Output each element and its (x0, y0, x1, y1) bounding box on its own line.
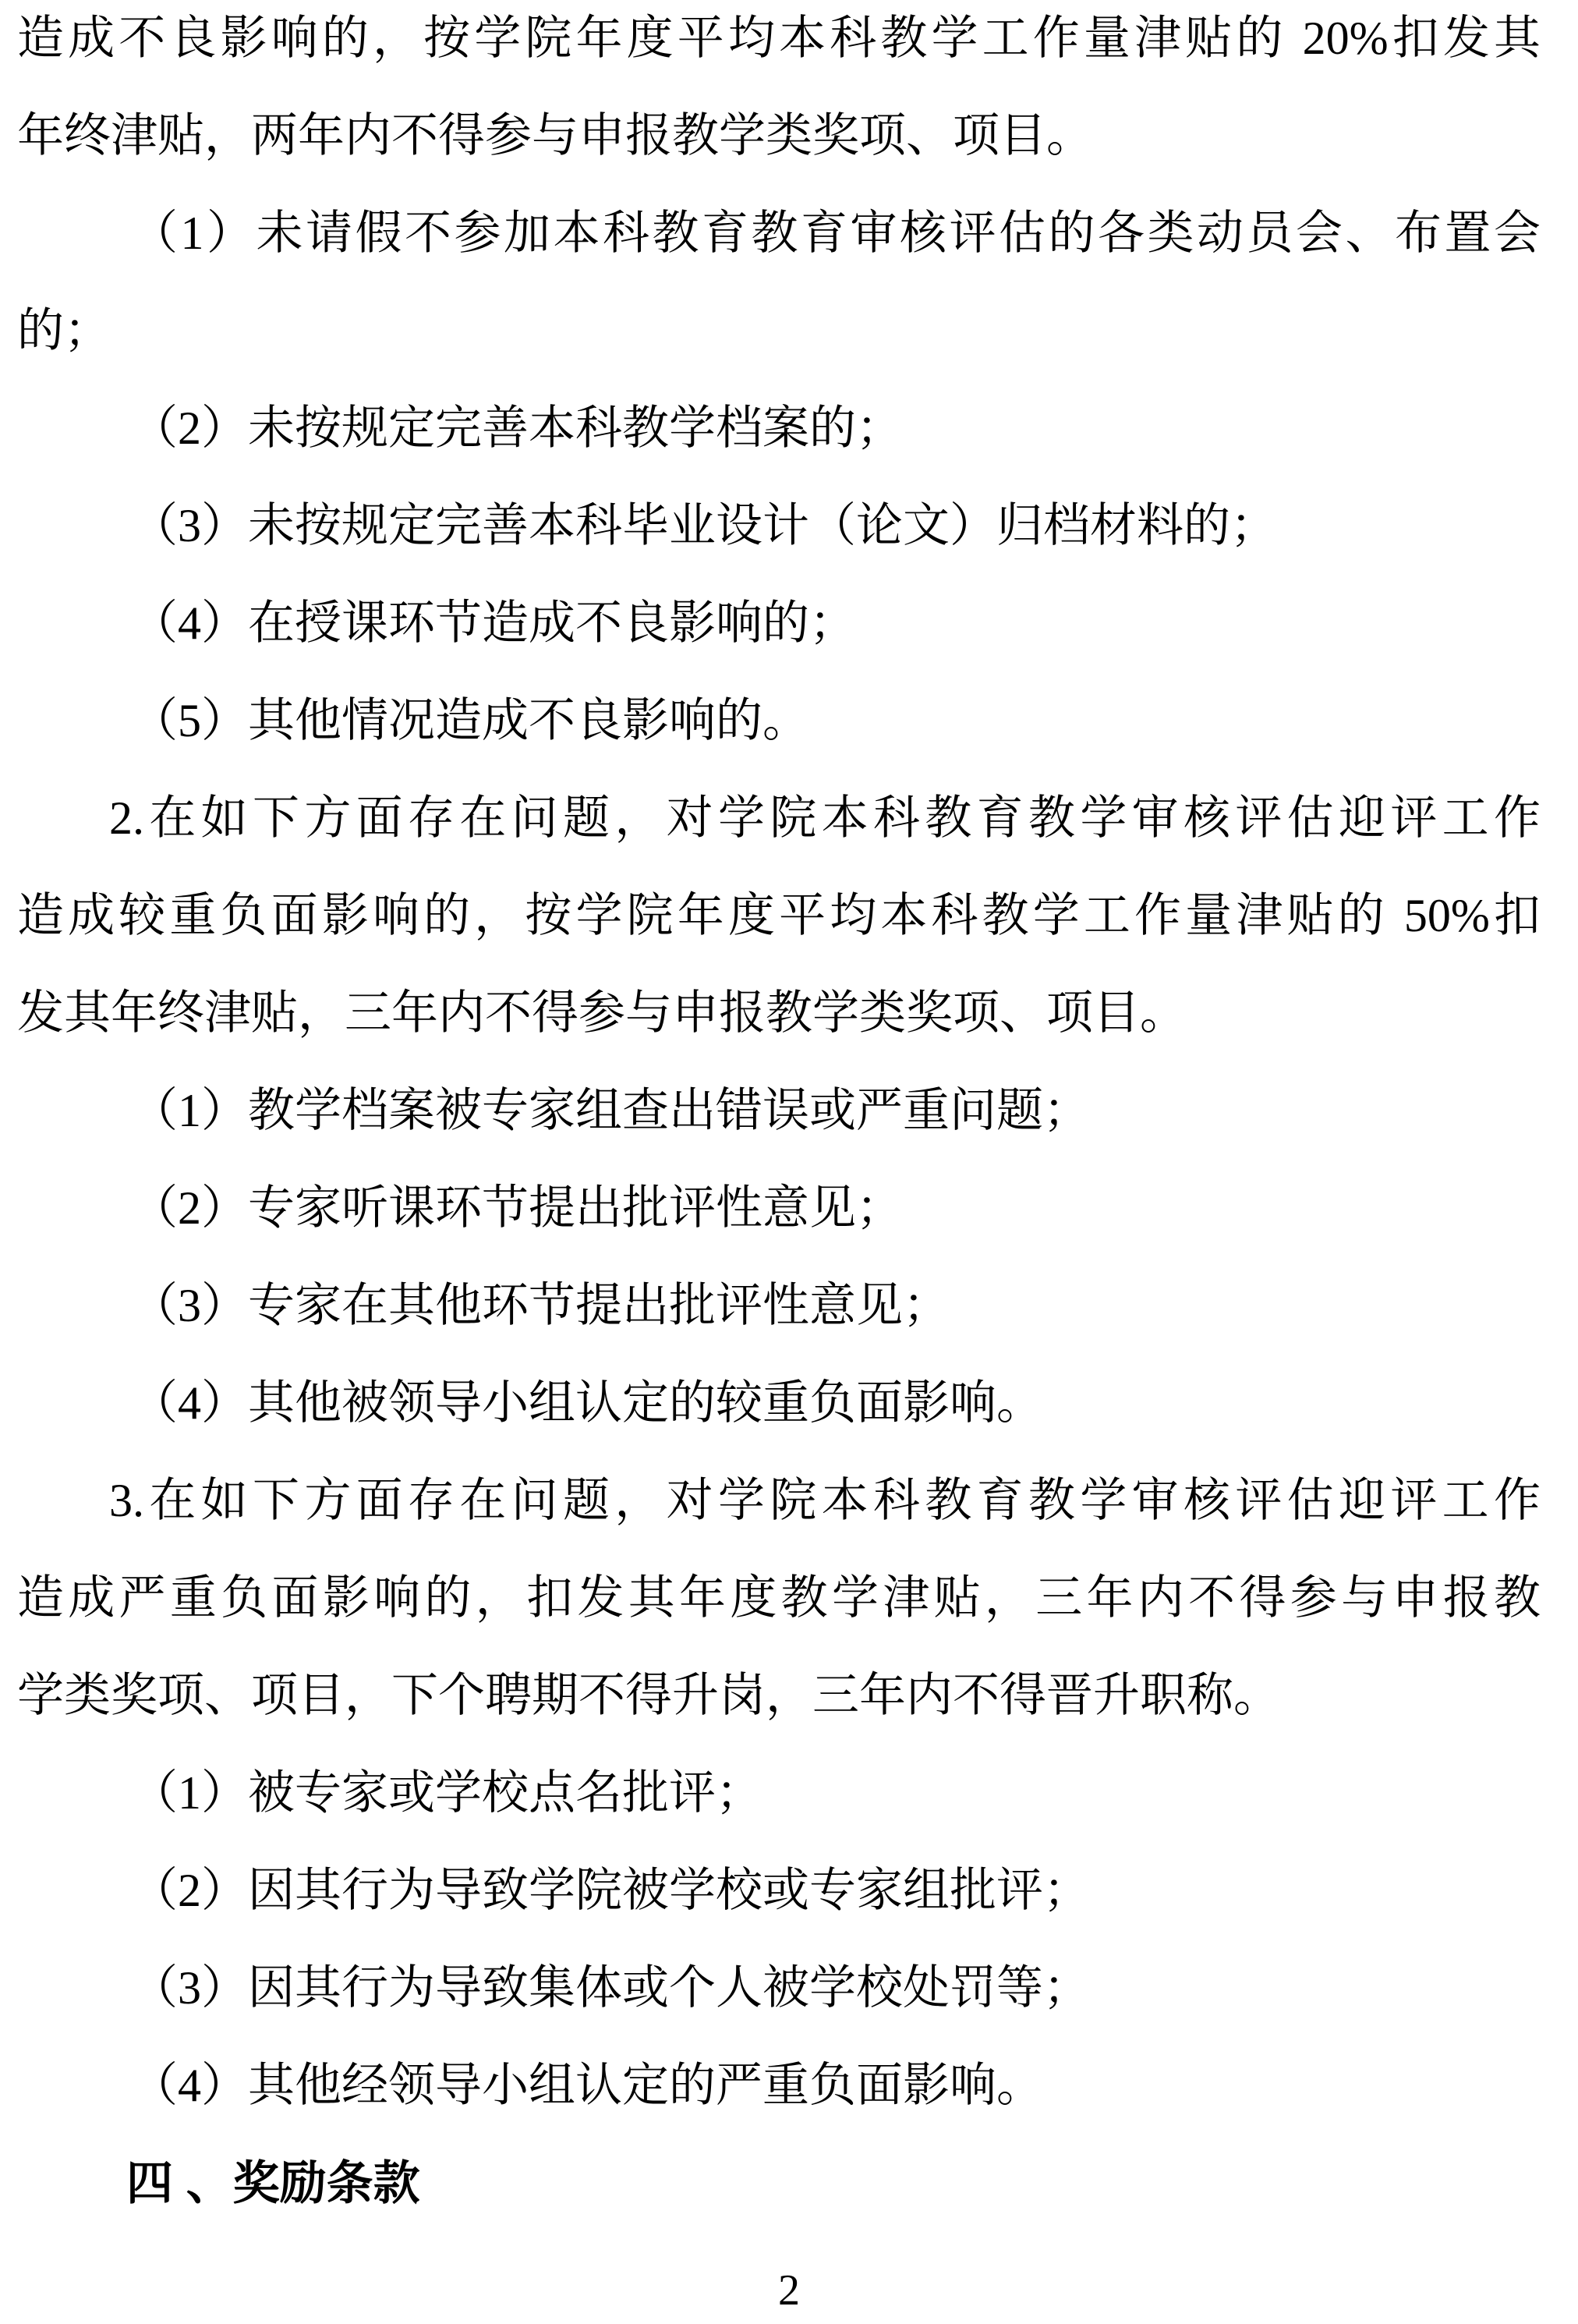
text-line: 3.在如下方面存在问题，对学院本科教育教学审核评估迎评工作 (109, 1475, 1541, 1526)
text-line: （1）教学档案被专家组查出错误或严重问题； (131, 1085, 1090, 1136)
text-line: （2）专家听课环节提出批评性意见； (131, 1182, 903, 1234)
text-line: 2.在如下方面存在问题，对学院本科教育教学审核评估迎评工作 (109, 792, 1541, 844)
text-line: （1）被专家或学校点名批评； (131, 1767, 762, 1819)
section-heading-rewards: 四 、奖励条款 (126, 2157, 420, 2209)
text-line: 造成较重负面影响的，按学院年度平均本科教学工作量津贴的 50%扣 (17, 890, 1541, 941)
text-line: （3）专家在其他环节提出批评性意见； (131, 1280, 950, 1331)
text-line: 的； (17, 305, 111, 356)
text-line: （3）未按规定完善本科毕业设计（论文）归档材料的； (131, 500, 1277, 551)
text-line: （3）因其行为导致集体或个人被学校处罚等； (131, 1962, 1090, 2014)
text-line: （5）其他情况造成不良影响的。 (131, 695, 809, 746)
text-line: （2）因其行为导致学院被学校或专家组批评； (131, 1865, 1090, 1916)
document-body (17, 0, 1541, 2232)
text-line: （4）在授课环节造成不良影响的； (131, 597, 856, 649)
text-line: （2）未按规定完善本科教学档案的； (131, 402, 903, 454)
text-line: 学类奖项、项目，下个聘期不得升岗，三年内不得晋升职称。 (17, 1670, 1280, 1721)
text-line: 发其年终津贴，三年内不得参与申报教学类奖项、项目。 (17, 987, 1187, 1039)
page-number: 2 (778, 2266, 800, 2315)
text-line: 年终津贴，两年内不得参与申报教学类奖项、项目。 (17, 110, 1093, 161)
text-line: 造成不良影响的，按学院年度平均本科教学工作量津贴的 20%扣发其 (17, 12, 1541, 64)
text-line: （4）其他经领导小组认定的严重负面影响。 (131, 2060, 1043, 2111)
text-line: （4）其他被领导小组认定的较重负面影响。 (131, 1377, 1043, 1429)
text-line: （1）未请假不参加本科教育教育审核评估的各类动员会、布置会 (131, 207, 1541, 259)
text-line: 造成严重负面影响的，扣发其年度教学津贴，三年内不得参与申报教 (17, 1572, 1541, 1624)
